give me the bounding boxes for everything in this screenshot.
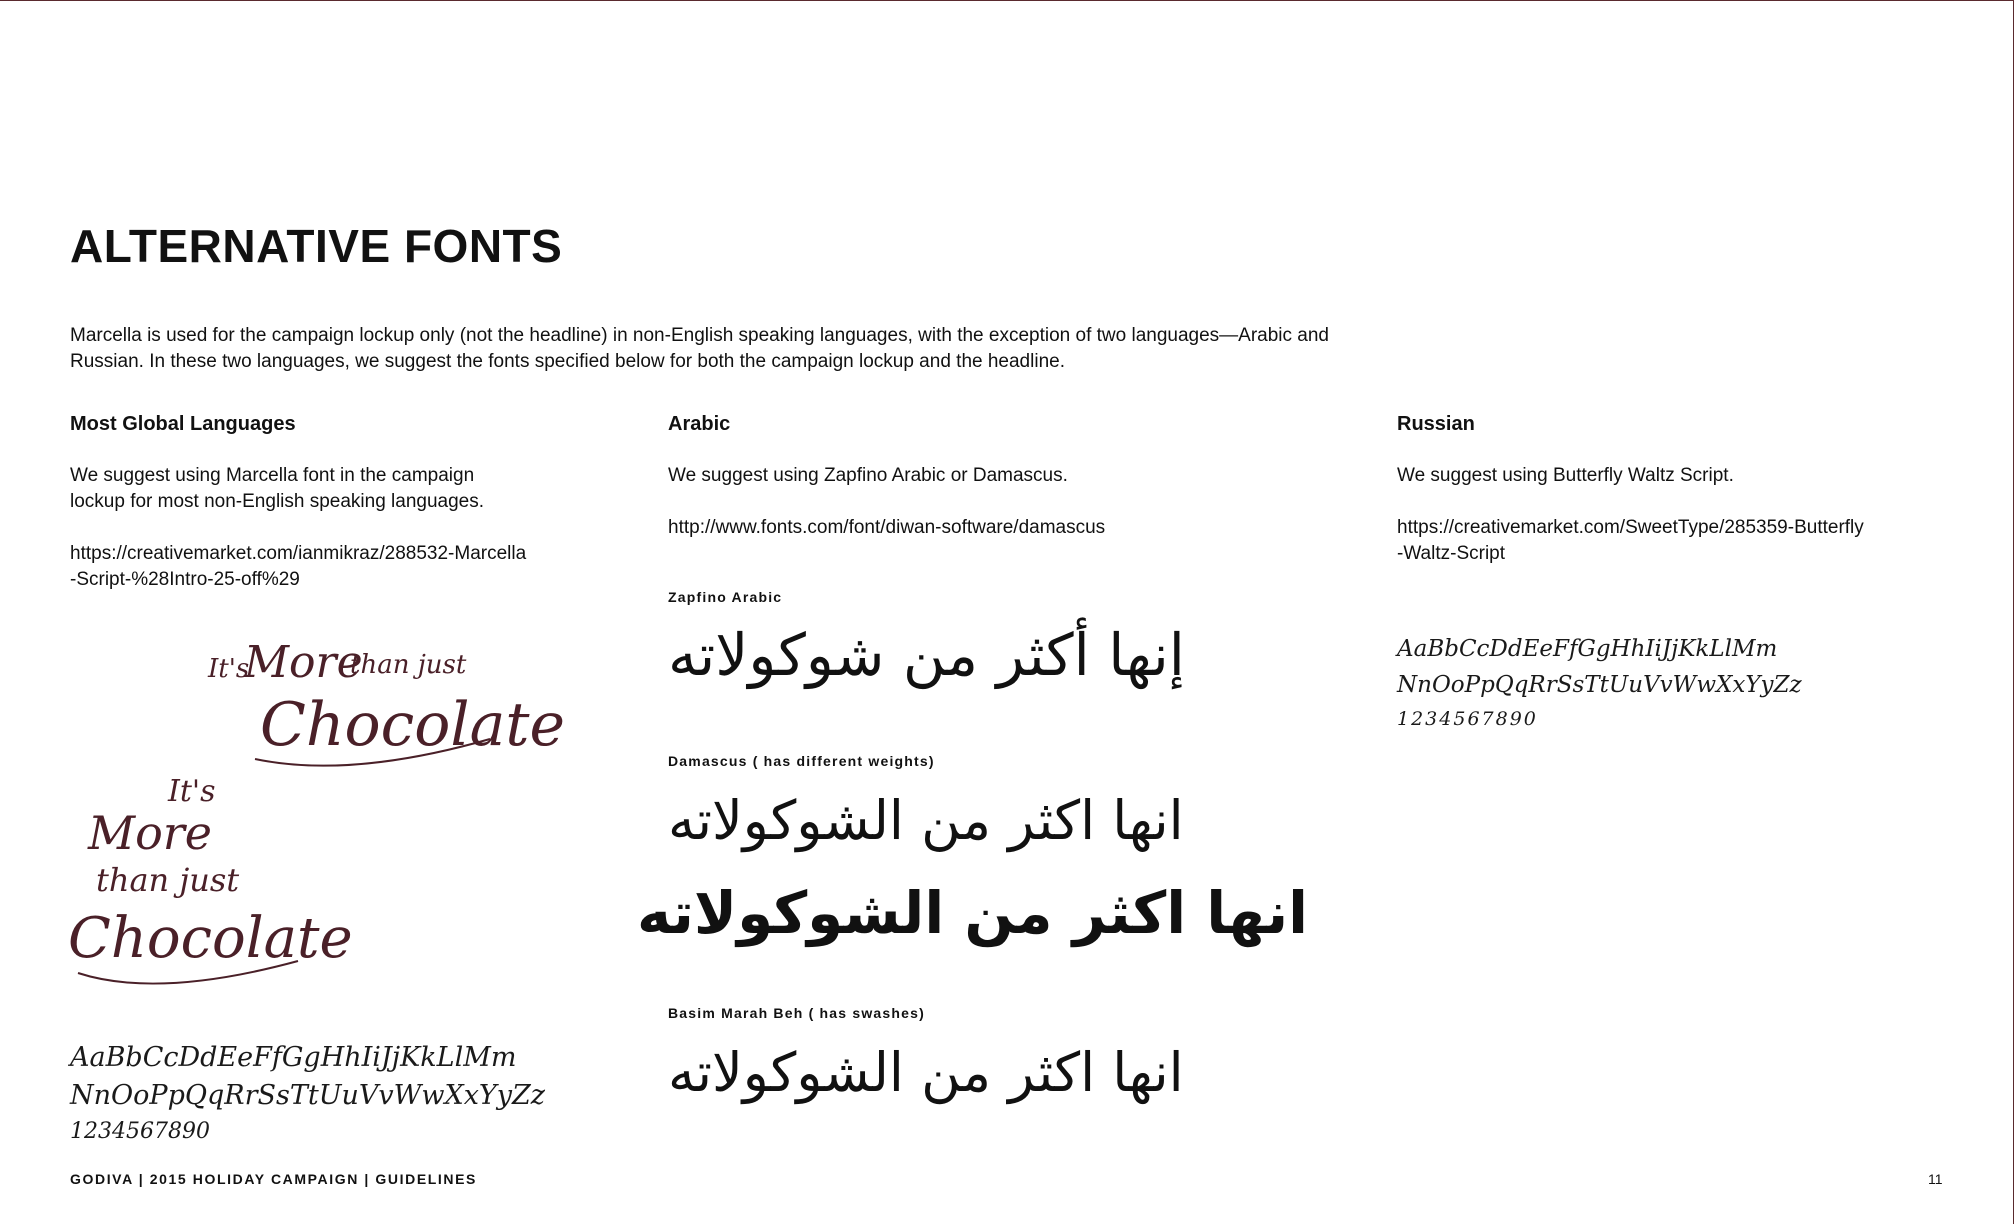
lockup2-its: It's	[168, 774, 216, 809]
global-alphabet-digits: 1234567890	[70, 1119, 210, 1144]
global-heading: Most Global Languages	[70, 413, 296, 435]
lockup1-than-just: than just	[350, 650, 467, 680]
footer-text: GODIVA | 2015 HOLIDAY CAMPAIGN | GUIDELINES	[70, 1171, 477, 1187]
column-russian	[1397, 411, 1917, 593]
lockup-horizontal	[200, 629, 565, 779]
russian-alphabet	[1397, 631, 1802, 735]
russian-alphabet-digits: 1234567890	[1397, 708, 1538, 730]
page-title: ALTERNATIVE FONTS	[70, 220, 563, 272]
arabic-font-link[interactable]: http://www.fonts.com/font/diwan-software/damascus	[668, 517, 1106, 538]
lockup1-chocolate: Chocolate	[260, 690, 565, 760]
zapfino-sample: إنها أكثر من شوكولاته	[668, 621, 1185, 689]
intro-paragraph: Marcella is used for the campaign lockup only (not the headline) in non-English speaking languages, with the exception of two languages—Arabic and Russian. In these two languages, we suggest the fonts specified below for both the campaign lockup and the headline.	[70, 325, 1329, 372]
arabic-heading: Arabic	[668, 413, 731, 435]
column-arabic	[668, 411, 1348, 567]
arabic-description: We suggest using Zapfino Arabic or Damascus.	[668, 465, 1068, 486]
basim-label: Basim Marah Beh ( has swashes)	[668, 1005, 925, 1021]
russian-alphabet-upper: AaBbCcDdEeFfGgHhIiJjKkLlMm	[1397, 636, 1778, 662]
basim-sample: انها اكثر من الشوكولاته	[668, 1041, 1184, 1104]
lockup2-chocolate: Chocolate	[68, 906, 353, 971]
russian-heading: Russian	[1397, 413, 1475, 435]
russian-font-link[interactable]: https://creativemarket.com/SweetType/285359-Butterfly-Waltz-Script	[1397, 517, 1864, 564]
damascus-sample-bold: انها اكثر من الشوكولاته	[636, 879, 1308, 947]
damascus-label: Damascus ( has different weights)	[668, 753, 935, 769]
russian-description: We suggest using Butterfly Waltz Script.	[1397, 465, 1734, 486]
global-alphabet-upper: AaBbCcDdEeFfGgHhIiJjKkLlMm	[70, 1042, 517, 1073]
russian-alphabet-lower: NnOoPpQqRrSsTtUuVvWwXxYyZz	[1397, 672, 1802, 698]
lockup-stacked	[68, 761, 353, 1001]
lockup2-more: More	[88, 806, 213, 860]
damascus-sample-regular: انها اكثر من الشوكولاته	[668, 789, 1184, 852]
global-description: We suggest using Marcella font in the campaign lockup for most non-English speaking languages.	[70, 465, 485, 512]
page-number: 11	[1928, 1171, 1943, 1187]
global-font-link[interactable]: https://creativemarket.com/ianmikraz/288532-Marcella-Script-%28Intro-25-off%29	[70, 543, 527, 590]
column-global-languages	[70, 411, 590, 619]
lockup1-more: More	[244, 637, 363, 688]
lockup1-its: It's	[208, 654, 250, 684]
lockup2-than-just: than just	[96, 861, 240, 899]
zapfino-label: Zapfino Arabic	[668, 589, 783, 605]
global-alphabet-lower: NnOoPpQqRrSsTtUuVvWwXxYyZz	[70, 1080, 545, 1111]
global-alphabet	[70, 1039, 545, 1149]
